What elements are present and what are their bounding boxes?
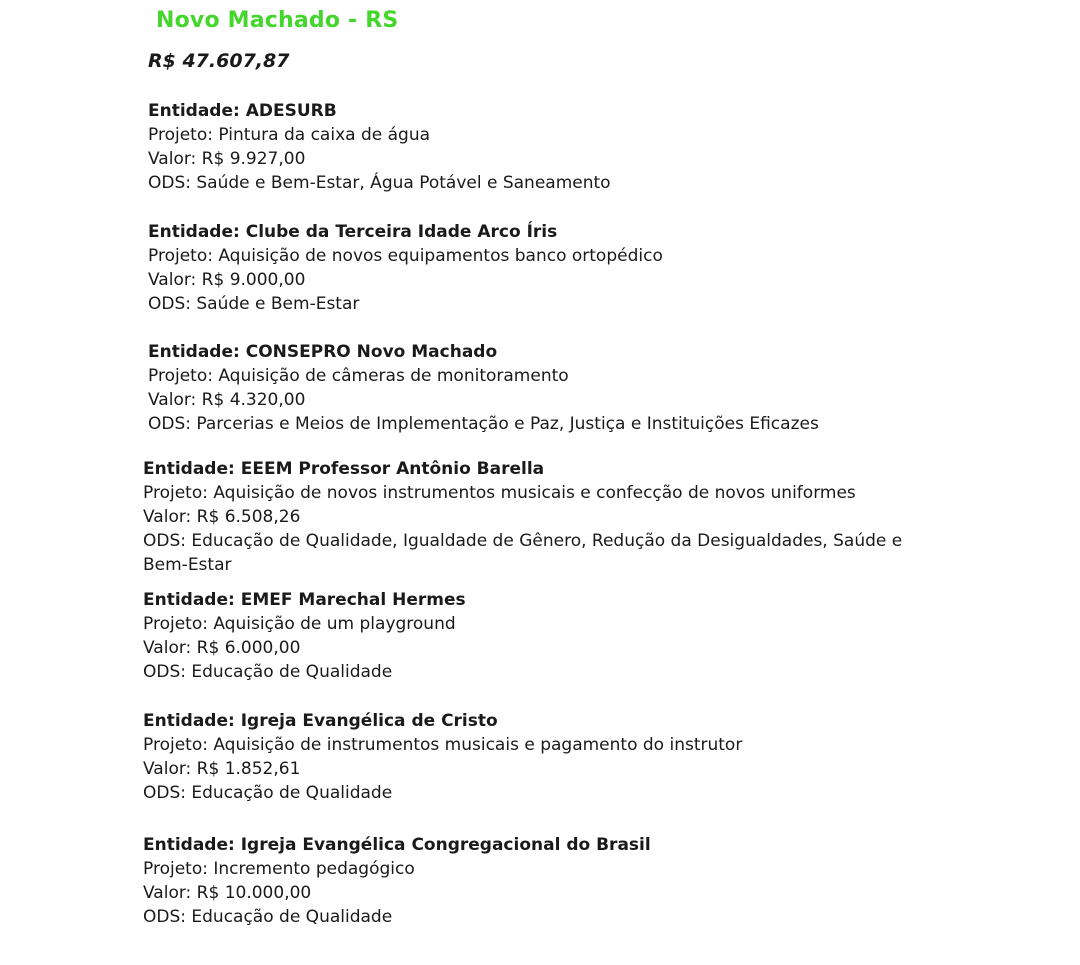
entry-project: Projeto: Aquisição de instrumentos musicais e pagamento do instrutor — [143, 735, 743, 755]
entry-value: Valor: R$ 1.852,61 — [143, 759, 301, 779]
entry-project: Projeto: Aquisição de um playground — [143, 614, 456, 634]
entity-name: ADESURB — [245, 101, 337, 121]
entry-value: Valor: R$ 6.508,26 — [143, 507, 301, 527]
entry-value: Valor: R$ 4.320,00 — [148, 390, 306, 410]
entry-project: Projeto: Incremento pedagógico — [143, 859, 415, 879]
entity-name: EMEF Marechal Hermes — [240, 590, 466, 610]
entry-entity — [143, 457, 943, 481]
entry-block — [148, 340, 819, 436]
entry-ods: ODS: Educação de Qualidade — [143, 662, 393, 682]
entry-value: Valor: R$ 9.927,00 — [148, 149, 306, 169]
entity-name: EEEM Professor Antônio Barella — [240, 459, 545, 479]
entry-block — [148, 99, 611, 195]
entry-ods: ODS: Educação de Qualidade, Igualdade de Gênero, Redução da Desigualdades, Saúde e Bem-Estar — [143, 531, 903, 575]
entry-project: Projeto: Aquisição de câmeras de monitoramento — [148, 366, 569, 386]
entry-block — [143, 588, 466, 684]
entry-entity — [143, 709, 742, 733]
entry-entity — [148, 220, 663, 244]
entry-ods: ODS: Saúde e Bem-Estar, Água Potável e Saneamento — [148, 173, 611, 193]
entry-project: Projeto: Aquisição de novos instrumentos musicais e confecção de novos uniformes — [143, 483, 856, 503]
total-amount: R$ 47.607,87 — [148, 50, 290, 72]
entry-value: Valor: R$ 9.000,00 — [148, 270, 306, 290]
entity-name: Clube da Terceira Idade Arco Íris — [245, 222, 558, 242]
entry-block — [143, 833, 651, 929]
entry-project: Projeto: Pintura da caixa de água — [148, 125, 431, 145]
entry-project: Projeto: Aquisição de novos equipamentos banco ortopédico — [148, 246, 663, 266]
entry-block — [143, 457, 943, 577]
page-title: Novo Machado - RS — [156, 8, 399, 33]
entry-entity — [143, 833, 651, 857]
entry-value: Valor: R$ 10.000,00 — [143, 883, 312, 903]
entry-ods: ODS: Educação de Qualidade — [143, 907, 393, 927]
entry-block — [143, 709, 742, 805]
entity-name: CONSEPRO Novo Machado — [245, 342, 498, 362]
entity-label: Entidade: — [143, 459, 235, 479]
entity-label: Entidade: — [143, 835, 235, 855]
entry-entity — [143, 588, 466, 612]
entity-label: Entidade: — [148, 222, 240, 242]
entity-label: Entidade: — [148, 101, 240, 121]
entity-name: Igreja Evangélica Congregacional do Brasil — [240, 835, 651, 855]
entry-block — [148, 220, 663, 316]
entry-ods: ODS: Saúde e Bem-Estar — [148, 294, 360, 314]
entry-ods: ODS: Parcerias e Meios de Implementação e Paz, Justiça e Instituições Eficazes — [148, 414, 819, 434]
entity-label: Entidade: — [148, 342, 240, 362]
entity-label: Entidade: — [143, 590, 235, 610]
entry-entity — [148, 340, 819, 364]
entry-value: Valor: R$ 6.000,00 — [143, 638, 301, 658]
entity-name: Igreja Evangélica de Cristo — [240, 711, 498, 731]
entry-ods: ODS: Educação de Qualidade — [143, 783, 393, 803]
entry-entity — [148, 99, 611, 123]
entity-label: Entidade: — [143, 711, 235, 731]
